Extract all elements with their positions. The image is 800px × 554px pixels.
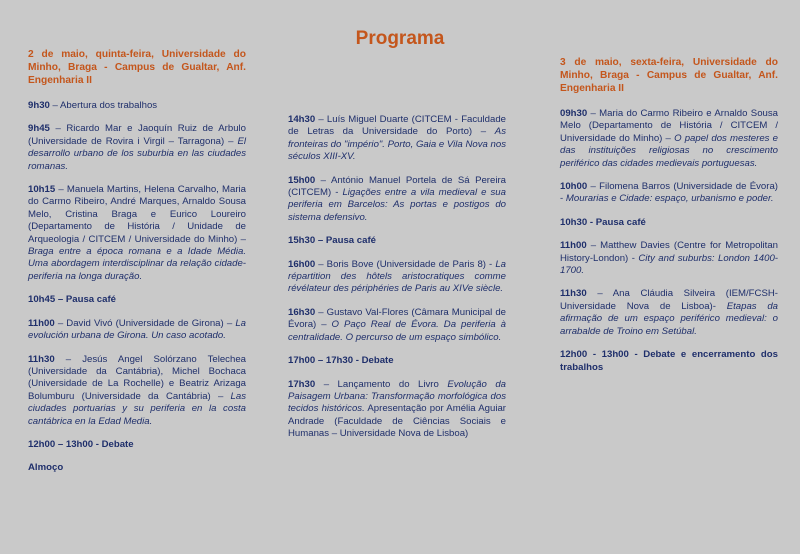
entry-text: – David Vivó (Universidade de Girona) –: [54, 317, 236, 329]
program-entry: [560, 288, 778, 338]
entry-title: Ligações entre a vila medieval e sua periferia em Barcelos: As portas e postigos do sistema defensivo.: [288, 187, 506, 223]
entry-title: Etapas da afirmação de um espaço periférico medieval: o arrabalde de Troino em Setúbal.: [560, 300, 778, 337]
entry-title: Braga entre a época romana e a Idade Média. Uma abordagem interdisciplinar da relação cidade-periferia na longa duração.: [28, 246, 246, 282]
entry-title: O Paço Real de Évora. Da periferia à centralidade. O percurso de um espaço simbólico.: [288, 319, 506, 343]
entry-text: – Ana Cláudia Silveira (IEM/FCSH-Universidade Nova de Lisboa)-: [560, 288, 778, 312]
entry-time: 11h30: [560, 288, 587, 300]
entry-time: 10h15: [28, 184, 56, 196]
entry-title: El desarrollo urbano de los suburbia en las ciudades romanas.: [28, 135, 246, 172]
entry-title: City and suburbs: London 1400-1700.: [560, 252, 778, 277]
entry-time: 9h45: [28, 123, 50, 135]
entry-title: Mourarias e Cidade: espaço, urbanismo e poder.: [565, 193, 774, 205]
program-entry: [288, 259, 506, 296]
entry-tail: Apresentação por Amélia Aguiar Andrade (Faculdade de Ciências Sociais e Humanas – Universidade Nova de Lisboa): [288, 403, 507, 440]
entry-text: – Maria do Carmo Ribeiro e Arnaldo Sousa Melo (Departamento de História / CITCEM / Universidade do Minho) –: [560, 108, 778, 144]
entry-title: Evolução da Paisagem Urbana: Transformação morfológica dos tecidos históricos.: [288, 378, 506, 415]
debate: 17h00 – 17h30 - Debate: [288, 355, 394, 367]
program-entry: [28, 100, 246, 112]
program-entry: [560, 181, 778, 206]
column-day2: [560, 56, 778, 385]
program-entry: [288, 379, 506, 441]
coffee-break: 10h45 – Pausa café: [28, 294, 117, 306]
lunch: Almoço: [28, 462, 64, 474]
day2-heading: 3 de maio, sexta-feira, Universidade do Minho, Braga - Campus de Gualtar, Anf. Engenharia II: [560, 57, 778, 94]
entry-text: – Luís Miguel Duarte (CITCEM - Faculdade de Letras da Universidade do Porto) –: [288, 114, 506, 138]
column-day1: [28, 48, 246, 486]
entry-text: – Ricardo Mar e Jaoquín Ruiz de Arbulo (Universidade de Rovira i Virgil – Tarragona) –: [28, 123, 246, 147]
program-entry: [28, 318, 246, 343]
entry-text: – Manuela Martins, Helena Carvalho, Maria do Carmo Ribeiro, André Marques, Arnaldo Sousa Melo, Cristina Braga e Eurico Loureiro (Departamento de História / Unidade de Arqueologia / CITCEM / Universidade do Minho) –: [28, 184, 246, 245]
entry-time: 11h00: [560, 240, 587, 252]
program-entry: [560, 240, 778, 277]
program-entry: [28, 184, 246, 283]
entry-time: 16h00: [288, 258, 316, 270]
entry-text: – Boris Bove (Universidade de Paris 8) -: [315, 258, 496, 270]
program-entry: [28, 123, 246, 173]
day1-heading: 2 de maio, quinta-feira, Universidade do Minho, Braga - Campus de Gualtar, Anf. Engenharia II: [28, 49, 246, 86]
entry-time: 9h30: [28, 100, 50, 111]
entry-title: As fronteiras do "império". Porto, Gaia e Vila Nova nos séculos XIII-XV.: [288, 126, 506, 163]
entry-title: O papel dos mesteres e das instituições religiosas no crescimento periférico das cidades medievais portuguesas.: [560, 132, 778, 169]
entry-time: 15h00: [288, 174, 316, 186]
closing-debate: 12h00 - 13h00 - Debate e encerramento dos trabalhos: [560, 349, 778, 373]
entry-text: – Gustavo Val-Flores (Câmara Municipal de Évora) –: [288, 306, 506, 331]
program-entry: [288, 307, 506, 344]
program-entry: [288, 175, 506, 225]
entry-time: 14h30: [288, 114, 316, 125]
entry-title: La répartition des hôtels aristocratiques comme révélateur des périphéries de Paris au XIVe siècle.: [288, 258, 506, 295]
entry-text: – Filomena Barros (Universidade de Évora) -: [560, 181, 778, 205]
entry-title: La evolución urbana de Girona. Un caso acotado.: [28, 317, 246, 342]
program-entry: [28, 354, 246, 428]
coffee-break: 15h30 – Pausa café: [288, 235, 377, 247]
entry-time: 09h30: [560, 108, 588, 119]
entry-time: 11h00: [28, 317, 55, 329]
entry-text: – Abertura dos trabalhos: [49, 100, 158, 111]
entry-title: Las ciudades portuarias y su periferia en la costa cantábrica en la Edad Media.: [28, 390, 246, 427]
entry-text: – Lançamento do Livro: [315, 378, 448, 390]
entry-time: 17h30: [288, 378, 316, 390]
entry-text: – Matthew Davies (Centre for Metropolitan History-London) -: [560, 240, 778, 264]
entry-time: 16h30: [288, 306, 316, 318]
debate: 12h00 – 13h00 - Debate: [28, 438, 134, 450]
entry-time: 10h00: [560, 181, 588, 193]
program-entry: [288, 114, 506, 164]
program-entry: [560, 108, 778, 170]
entry-text: – Jesús Angel Solórzano Telechea (Universidade da Cantábria), Michel Bochaca (Universidade de La Rochelle) e Beatriz Arizaga Bolumburu (Universidade da Cantábria) –: [28, 353, 246, 402]
entry-text: – António Manuel Portela de Sá Pereira (CITCEM) -: [288, 174, 506, 199]
page-title: Programa: [355, 28, 445, 49]
column-afternoon: [288, 114, 506, 452]
entry-time: 11h30: [28, 353, 55, 365]
coffee-break: 10h30 - Pausa café: [560, 216, 646, 228]
